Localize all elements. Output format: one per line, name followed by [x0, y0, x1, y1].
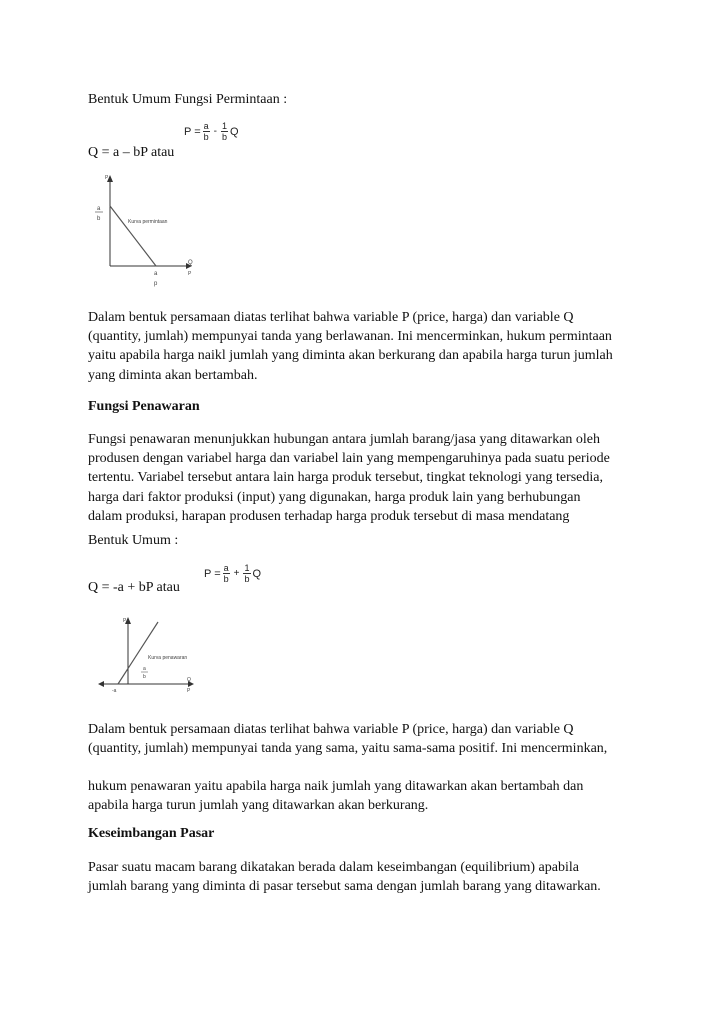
x-intercept-den: p — [154, 281, 158, 287]
demand-curve-label: Kurva permintaan — [128, 219, 168, 225]
x-intercept-label: -a — [112, 688, 117, 694]
formula-fraction-1-over-b: $\frac{1}{b}$ — [244, 563, 250, 584]
equilibrium-heading: Keseimbangan Pasar — [88, 826, 215, 841]
supply-general-form-label: Bentuk Umum : — [88, 533, 179, 548]
demand-curve-graph — [88, 170, 208, 292]
formula-operator: + — [233, 568, 240, 579]
supply-curve-graph — [96, 612, 200, 698]
equilibrium-paragraph: Pasar suatu macam barang dikatakan berada dalam keseimbangan (equilibrium) apabila jumlah barang yang diminta di pasar tersebut sama dengan jumlah barang yang ditawarkan. — [88, 860, 601, 895]
intercept-num: a — [143, 666, 146, 672]
intercept-den: b — [97, 216, 101, 222]
supply-paragraph-2: Dalam bentuk persamaan diatas terlihat bahwa variable P (price, harga) dan variable Q (quantity, jumlah) mempunyai tanda yang sama, yaitu sama-sama positif. Ini mencerminkan, — [88, 722, 608, 757]
q-axis-sublabel: P — [187, 688, 191, 694]
formula-lhs: P = — [184, 125, 201, 138]
intercept-den: b — [143, 674, 146, 680]
formula-fraction-a-over-b: $\frac{a}{b}$ — [223, 563, 229, 584]
x-intercept-num: a — [154, 271, 158, 277]
formula-lhs: P = — [204, 567, 221, 580]
formula-fraction-a-over-b: $\frac{a}{b}$ — [203, 121, 209, 142]
q-axis-label: Q — [187, 677, 191, 683]
supply-equation: Q = -a + bP atau — [88, 580, 180, 595]
q-axis-left-arrow — [98, 681, 104, 687]
supply-curve-label: Kurva penawaran — [148, 655, 188, 661]
demand-paragraph: Dalam bentuk persamaan diatas terlihat bahwa variable P (price, harga) dan variable Q (quantity, jumlah) mempunyai tanda yang berlawanan. Ini mencerminkan, hukum permintaan yaitu apabila harga naikl jumlah yang diminta akan berkurang dan apabila harga turun jumlah yang diminta akan bertambah. — [88, 310, 613, 383]
supply-curve-line — [118, 622, 158, 684]
formula-fraction-1-over-b: $\frac{1}{b}$ — [221, 121, 227, 142]
supply-heading: Fungsi Penawaran — [88, 399, 200, 414]
supply-paragraph: Fungsi penawaran menunjukkan hubungan antara jumlah barang/jasa yang ditawarkan oleh produsen dengan variabel harga dan variabel lain yang mempengaruhinya pada suatu periode tertentu. Variabel tersebut antara lain harga produk tersebut, tingkat teknologi yang tersedia, harga dari faktor produksi (input) yang digunakan, harga produk lain yang berhubungan dalam produksi, harapan produsen terhadap harga produk tersebut di masa mendatang — [88, 432, 610, 524]
demand-formula — [184, 121, 239, 142]
formula-variable: Q — [230, 125, 239, 138]
demand-heading: Bentuk Umum Fungsi Permintaan : — [88, 92, 288, 107]
supply-formula — [204, 563, 261, 584]
formula-variable: Q — [252, 567, 262, 580]
formula-operator: - — [213, 126, 217, 137]
intercept-num: a — [97, 206, 101, 212]
q-axis-label: Q — [188, 260, 193, 266]
supply-paragraph-3: hukum penawaran yaitu apabila harga naik jumlah yang ditawarkan akan bertambah dan apabila harga turun jumlah yang ditawarkan akan berkurang. — [88, 779, 584, 814]
p-axis-label: P — [105, 175, 109, 181]
demand-curve-line — [110, 206, 156, 266]
p-axis-label: P — [123, 618, 127, 624]
demand-equation: Q = a – bP atau — [88, 145, 175, 160]
q-axis-sublabel: P — [188, 271, 192, 277]
